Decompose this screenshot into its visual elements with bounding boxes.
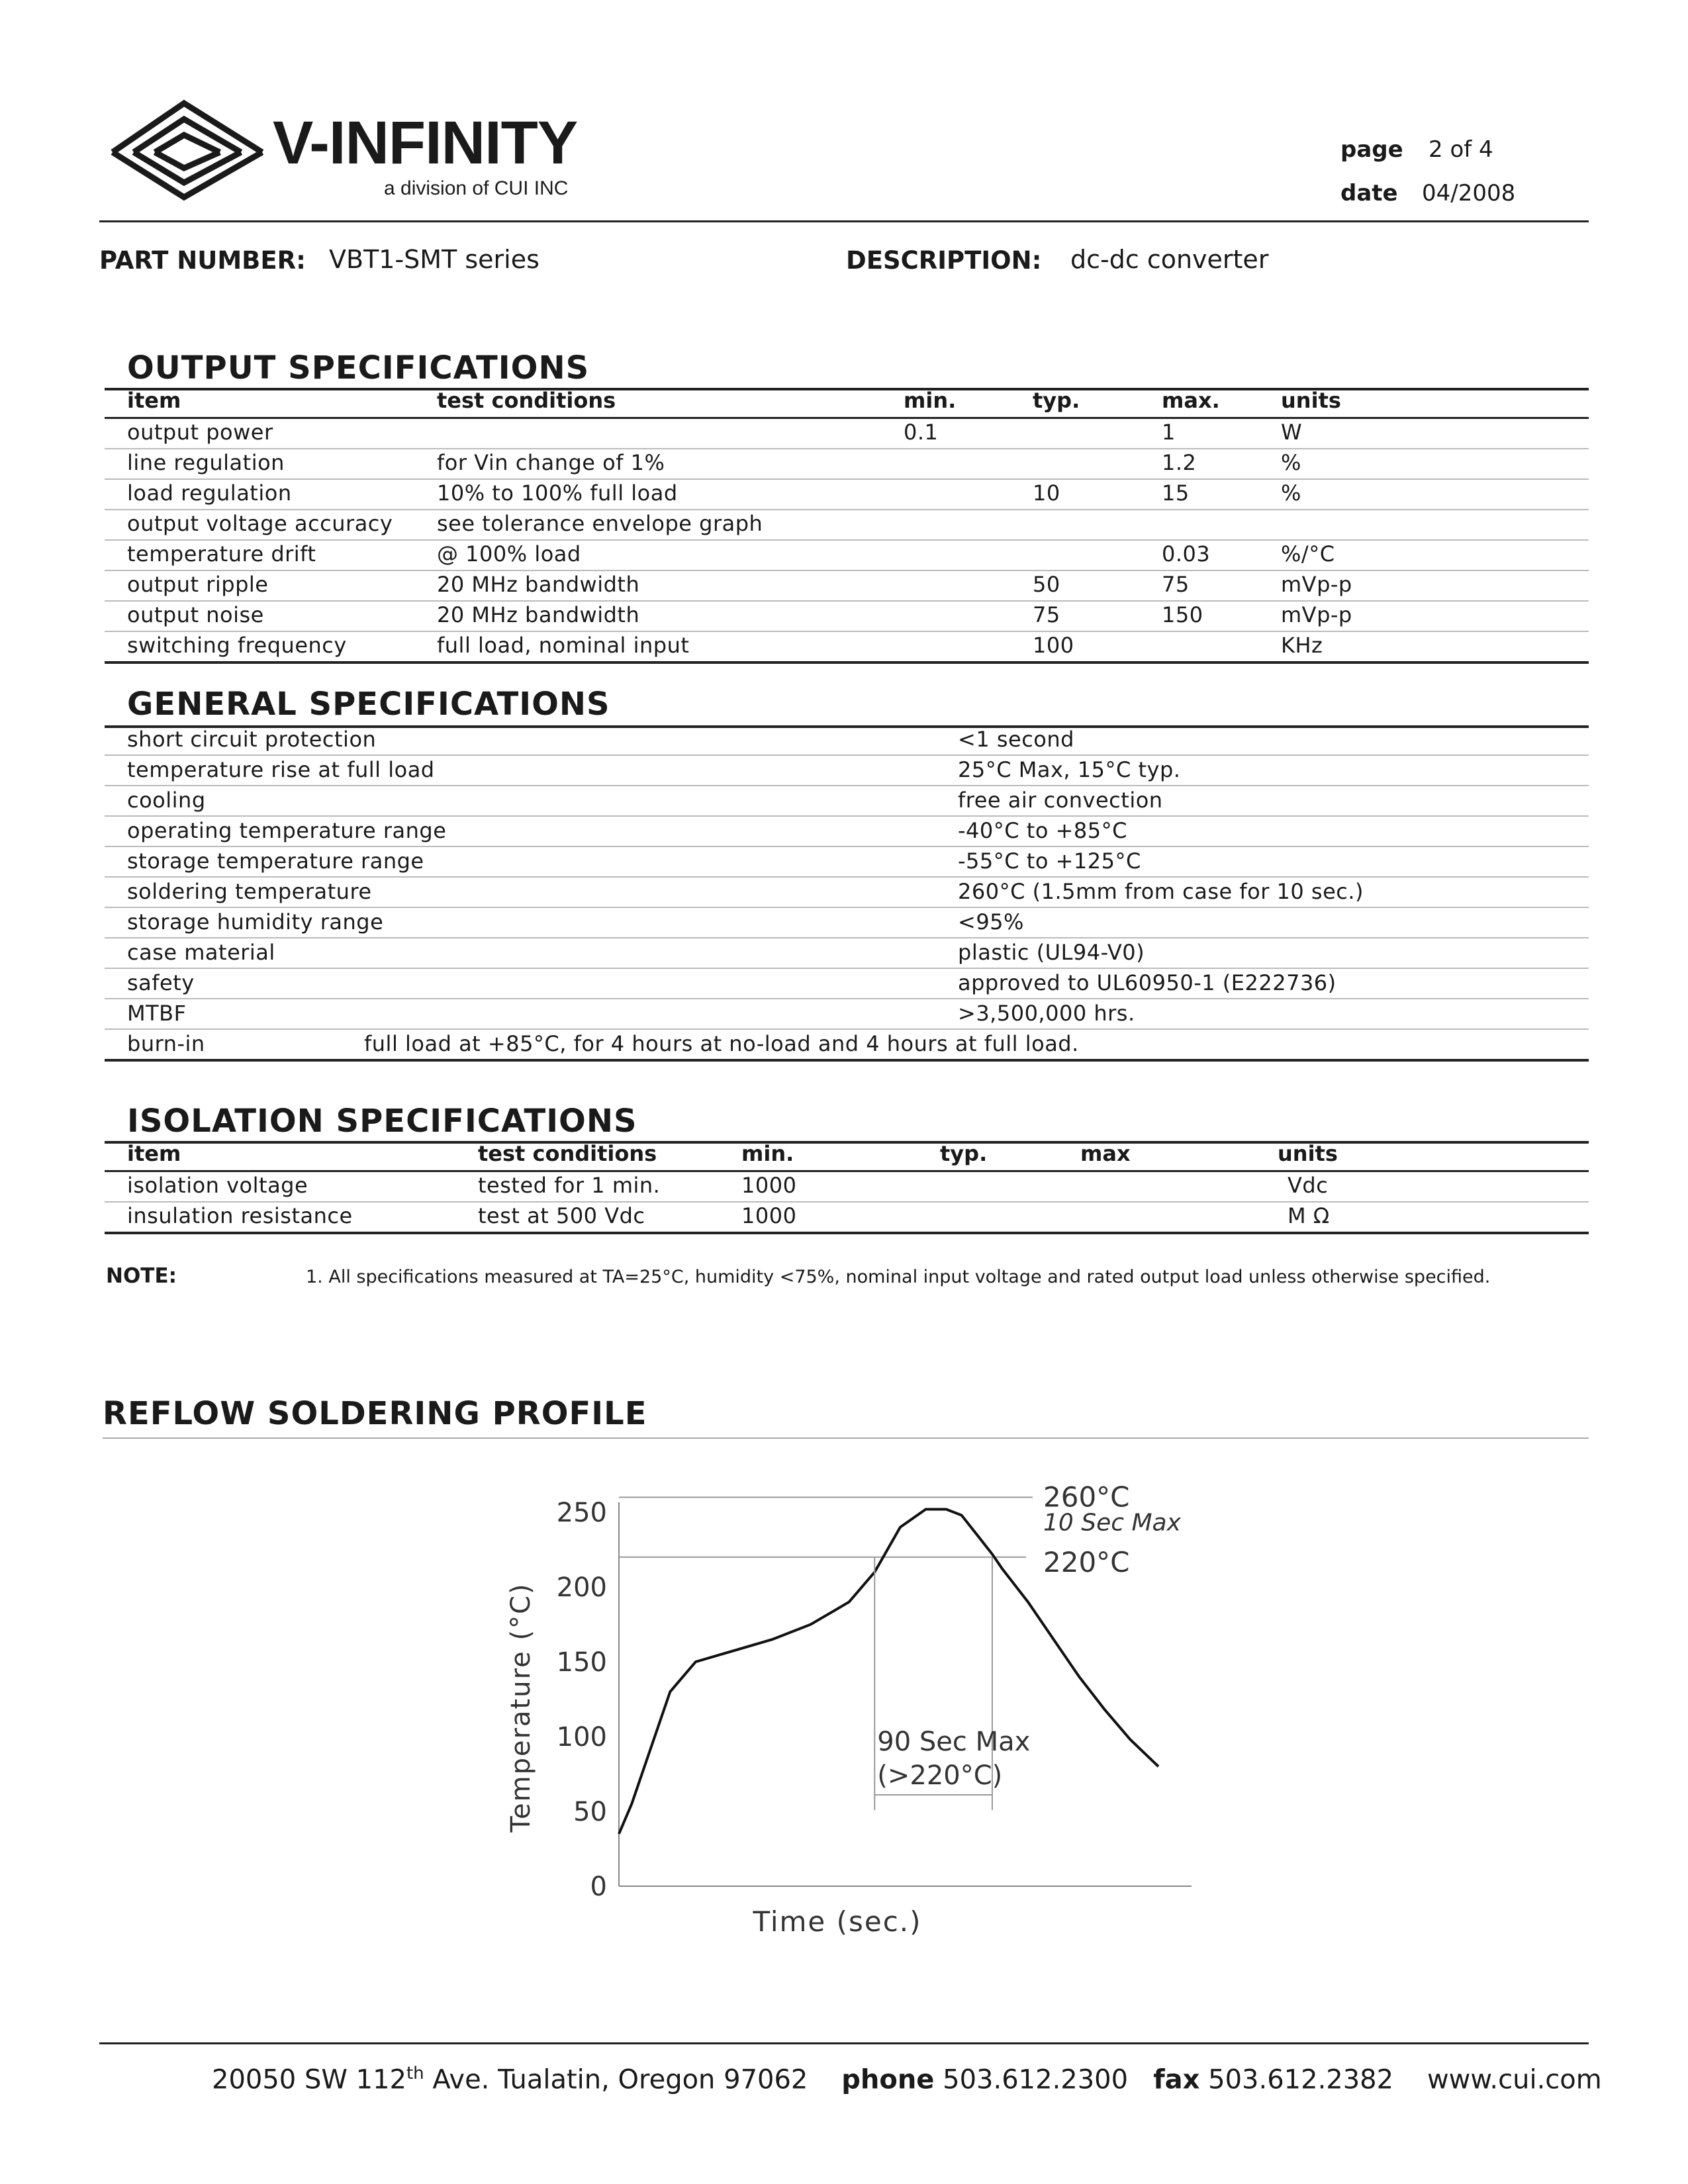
row-divider	[105, 631, 1589, 632]
table-cell: KHz	[1281, 633, 1323, 658]
v-infinity-logo	[106, 98, 265, 204]
column-header: test conditions	[437, 388, 616, 413]
table-cell: switching frequency	[127, 633, 347, 658]
y-tick-label: 250	[556, 1498, 607, 1528]
table-cell: line regulation	[127, 450, 285, 475]
table-cell: 100	[1033, 633, 1074, 658]
row-divider	[105, 539, 1589, 541]
table-bottom-rule	[105, 1059, 1589, 1062]
x-axis-label: Time (sec.)	[753, 1905, 922, 1938]
y-tick-label: 50	[573, 1797, 607, 1827]
window-note-2: (>220°C)	[877, 1760, 1003, 1791]
footer-website[interactable]: www.cui.com	[1427, 2064, 1602, 2095]
spec-item: case material	[127, 940, 275, 965]
reflow-divider	[103, 1437, 1589, 1439]
reflow-chart	[490, 1476, 1218, 1939]
column-header: typ.	[1033, 388, 1080, 413]
spec-value: plastic (UL94-V0)	[958, 940, 1145, 965]
label-220: 220°C	[1043, 1545, 1130, 1578]
row-divider	[105, 600, 1589, 602]
table-cell: %	[1281, 480, 1301, 506]
header-rule	[105, 417, 1589, 419]
footer-fax-label: fax	[1153, 2064, 1200, 2095]
table-cell: load regulation	[127, 480, 292, 506]
table-bottom-rule	[105, 1232, 1589, 1234]
note-text: 1. All specifications measured at TA=25°C, humidity <75%, nominal input voltage and rated output load unless otherwise specified.	[306, 1267, 1491, 1287]
output-specs-title: OUTPUT SPECIFICATIONS	[127, 349, 590, 387]
table-cell: 20 MHz bandwidth	[437, 602, 640, 627]
table-cell: full load, nominal input	[437, 633, 690, 658]
table-cell: temperature drift	[127, 541, 316, 567]
table-cell: 10% to 100% full load	[437, 480, 678, 506]
date-value: 04/2008	[1422, 180, 1516, 206]
burn-in-label: burn-in	[127, 1031, 205, 1056]
spec-item: operating temperature range	[127, 818, 447, 843]
column-header: min.	[741, 1141, 794, 1166]
row-divider	[105, 907, 1589, 908]
column-header: units	[1281, 388, 1341, 413]
spec-item: MTBF	[127, 1001, 187, 1026]
description-value: dc-dc converter	[1070, 245, 1269, 274]
reflow-title: REFLOW SOLDERING PROFILE	[103, 1395, 647, 1432]
table-top-rule	[105, 1141, 1589, 1144]
spec-value: -40°C to +85°C	[958, 818, 1127, 843]
page-label: page	[1340, 136, 1403, 163]
spec-item: soldering temperature	[127, 879, 372, 904]
row-divider	[105, 1201, 1589, 1203]
table-cell: 1000	[741, 1203, 797, 1228]
window-note-1: 90 Sec Max	[877, 1727, 1031, 1757]
column-header: max.	[1162, 388, 1220, 413]
row-divider	[105, 509, 1589, 510]
y-axis-label: Temperature (°C)	[506, 1582, 536, 1833]
y-tick-label: 100	[556, 1722, 607, 1752]
spec-item: safety	[127, 970, 195, 995]
footer-address-rest: Ave. Tualatin, Oregon 97062	[424, 2064, 808, 2095]
row-divider	[105, 570, 1589, 571]
spec-value: 260°C (1.5mm from case for 10 sec.)	[958, 879, 1364, 904]
spec-value: -55°C to +125°C	[958, 848, 1141, 874]
footer-address: 20050 SW 112	[212, 2064, 406, 2095]
table-cell: 1000	[741, 1173, 797, 1198]
table-cell: 1	[1162, 420, 1176, 445]
table-cell: insulation resistance	[127, 1203, 353, 1228]
row-divider	[105, 876, 1589, 878]
table-cell: isolation voltage	[127, 1173, 308, 1198]
table-top-rule	[105, 388, 1589, 390]
row-divider	[105, 968, 1589, 969]
part-number-label: PART NUMBER:	[99, 246, 306, 275]
spec-item: short circuit protection	[127, 727, 377, 752]
column-header: item	[127, 1141, 181, 1166]
column-header: item	[127, 388, 181, 413]
table-cell: 20 MHz bandwidth	[437, 572, 640, 597]
row-divider	[105, 846, 1589, 847]
spec-value: <1 second	[958, 727, 1074, 752]
column-header: units	[1278, 1141, 1338, 1166]
isolation-specs-title: ISOLATION SPECIFICATIONS	[127, 1103, 637, 1140]
y-tick-label: 150	[556, 1647, 607, 1678]
y-tick-label: 0	[590, 1872, 607, 1902]
spec-item: temperature rise at full load	[127, 757, 435, 782]
footer-address-sup: th	[406, 2064, 424, 2083]
page-value: 2 of 4	[1429, 136, 1493, 163]
column-header: test conditions	[478, 1141, 657, 1166]
header-rule	[105, 1170, 1589, 1172]
table-cell: output power	[127, 420, 273, 445]
table-cell: mVp-p	[1281, 602, 1352, 627]
row-divider	[105, 815, 1589, 817]
spec-value: 25°C Max, 15°C typ.	[958, 757, 1181, 782]
label-260: 260°C	[1043, 1480, 1130, 1514]
peak-duration-note: 10 Sec Max	[1043, 1509, 1181, 1537]
row-divider	[105, 937, 1589, 938]
spec-value: >3,500,000 hrs.	[958, 1001, 1135, 1026]
table-cell: 150	[1162, 602, 1203, 627]
table-cell: %/°C	[1281, 541, 1335, 567]
spec-value: approved to UL60950-1 (E222736)	[958, 970, 1336, 995]
footer-contact	[212, 2064, 1602, 2095]
table-cell: %	[1281, 450, 1301, 475]
spec-item: cooling	[127, 788, 206, 813]
part-number-value: VBT1-SMT series	[329, 245, 539, 274]
table-cell: 50	[1033, 572, 1060, 597]
table-cell: 75	[1033, 602, 1060, 627]
column-header: typ.	[940, 1141, 988, 1166]
description-label: DESCRIPTION:	[846, 246, 1042, 275]
row-divider	[105, 478, 1589, 480]
table-cell: 15	[1162, 480, 1190, 506]
footer-phone-label: phone	[841, 2064, 935, 2095]
y-tick-label: 200	[556, 1572, 607, 1603]
column-header: max	[1080, 1141, 1131, 1166]
table-cell: output noise	[127, 602, 264, 627]
row-divider	[105, 998, 1589, 999]
note-label: NOTE:	[106, 1264, 177, 1288]
column-header: min.	[904, 388, 957, 413]
table-cell: mVp-p	[1281, 572, 1352, 597]
spec-item: storage humidity range	[127, 909, 384, 934]
header-divider	[99, 220, 1589, 222]
table-cell: output ripple	[127, 572, 269, 597]
table-cell: 0.1	[904, 420, 939, 445]
footer-phone: 503.612.2300	[943, 2064, 1129, 2095]
table-cell: W	[1281, 420, 1303, 445]
row-divider	[105, 1028, 1589, 1030]
burn-in-value: full load at +85°C, for 4 hours at no-load and 4 hours at full load.	[364, 1031, 1079, 1056]
table-cell: M Ω	[1288, 1203, 1330, 1228]
table-cell: see tolerance envelope graph	[437, 511, 763, 536]
general-specs-title: GENERAL SPECIFICATIONS	[127, 686, 610, 723]
spec-value: free air convection	[958, 788, 1163, 813]
row-divider	[105, 754, 1589, 756]
table-cell: 10	[1033, 480, 1060, 506]
spec-item: storage temperature range	[127, 848, 424, 874]
spec-value: <95%	[958, 909, 1024, 934]
row-divider	[105, 785, 1589, 786]
footer-divider	[99, 2042, 1589, 2044]
table-cell: 1.2	[1162, 450, 1197, 475]
table-cell: 0.03	[1162, 541, 1211, 567]
table-cell: Vdc	[1288, 1173, 1329, 1198]
table-cell: @ 100% load	[437, 541, 581, 567]
brand-name: V-INFINITY	[273, 109, 578, 177]
table-cell: test at 500 Vdc	[478, 1203, 645, 1228]
table-cell: output voltage accuracy	[127, 511, 393, 536]
footer-fax: 503.612.2382	[1208, 2064, 1394, 2095]
brand-division: a division of CUI INC	[384, 177, 569, 199]
row-divider	[105, 448, 1589, 449]
date-label: date	[1340, 180, 1398, 206]
table-cell: 75	[1162, 572, 1190, 597]
table-cell: for Vin change of 1%	[437, 450, 665, 475]
table-bottom-rule	[105, 661, 1589, 664]
table-cell: tested for 1 min.	[478, 1173, 661, 1198]
